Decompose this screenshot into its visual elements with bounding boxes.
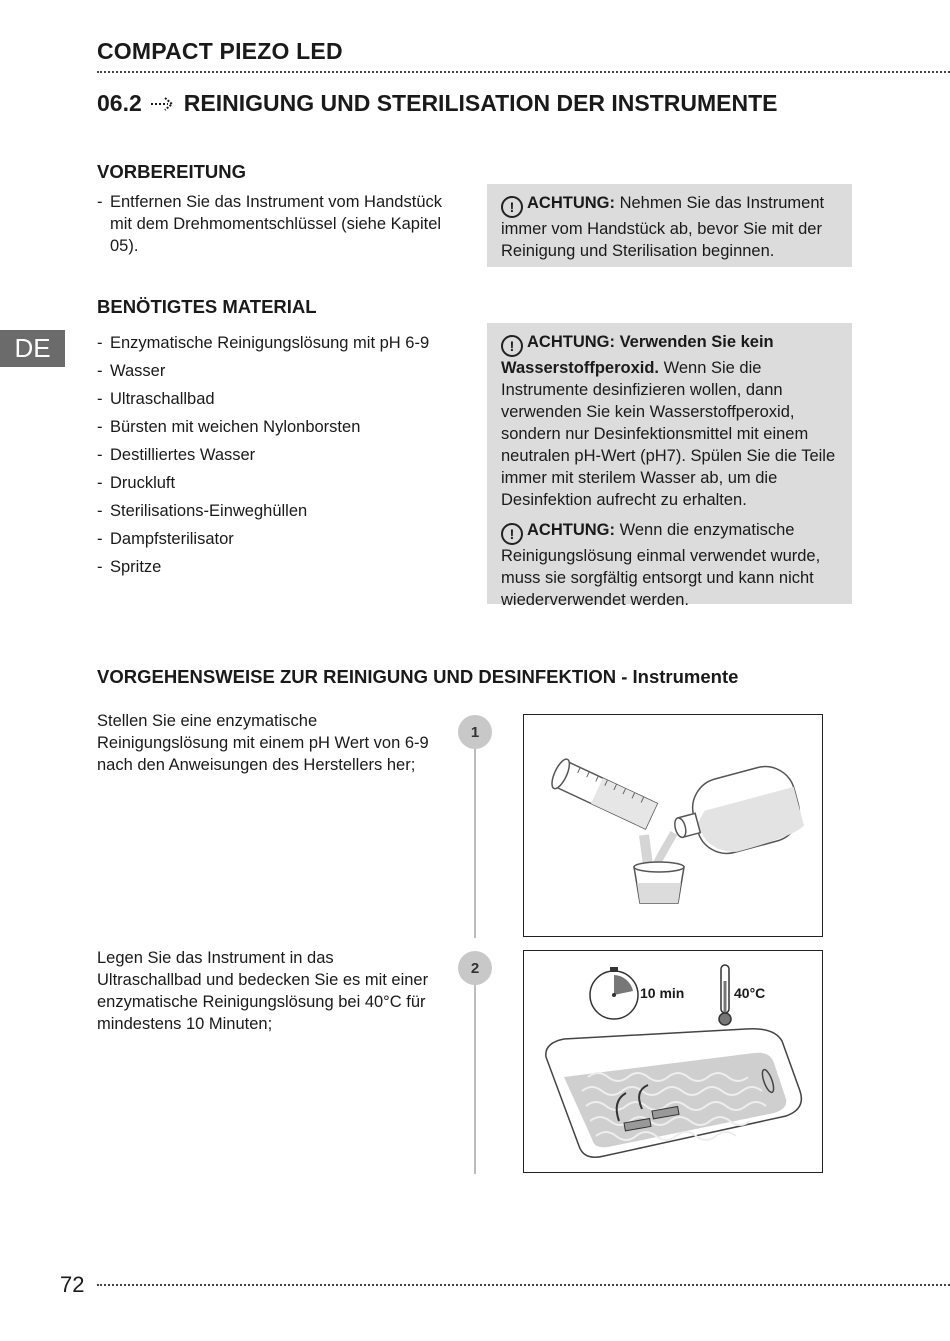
list-item: - Entfernen Sie das Instrument vom Handstück mit dem Drehmomentschlüssel (siehe Kapitel 05).: [97, 191, 457, 257]
step-connector-line: [474, 975, 476, 1174]
list-item: - Wasser: [97, 360, 467, 382]
warning-label: ACHTUNG:: [527, 194, 615, 212]
procedure-heading: [97, 666, 738, 688]
list-item: - Sterilisations-Einweghüllen: [97, 500, 467, 522]
step-1-text: Stellen Sie eine enzymatische Reinigungslösung mit einem pH Wert von 6-9 nach den Anweisungen des Herstellers her;: [97, 712, 429, 774]
section-title: [97, 90, 778, 117]
step-2-text: Legen Sie das Instrument in das Ultraschallbad und bedecken Sie es mit einer enzymatische Reinigungslösung bei 40°C für mindestens 10 Minuten;: [97, 949, 429, 1033]
step-1-illustration: [523, 714, 823, 937]
warning-text: Nehmen Sie das Instrument immer vom Handstück ab, bevor Sie mit der Reinigung und Sterilisation beginnen.: [501, 194, 825, 260]
list-item: - Destilliertes Wasser: [97, 444, 467, 466]
language-tab: DE: [0, 330, 65, 367]
step-2-number: 2: [458, 951, 492, 985]
warning-label: ACHTUNG:: [527, 521, 615, 539]
warning-icon: !: [501, 523, 523, 545]
page-number: 72: [60, 1272, 85, 1297]
warning-label: ACHTUNG: Verwenden Sie kein Wasserstoffperoxid.: [501, 333, 774, 377]
warning-icon: !: [501, 196, 523, 218]
material-warning-notes: [487, 323, 852, 609]
timer-label: 10 min: [640, 985, 685, 1001]
list-item: - Dampfsterilisator: [97, 528, 467, 550]
procedure-heading-suffix: - Instrumente: [616, 666, 739, 687]
warning-text: Wenn die enzymatische Reinigungslösung einmal verwendet wurde, muss sie sorgfältig entsorgt und kann nicht wiederverwendet werden.: [501, 521, 821, 609]
procedure-heading-bold: VORGEHENSWEISE ZUR REINIGUNG UND DESINFEKTION: [97, 666, 617, 687]
thermometer-icon: [719, 965, 731, 1025]
step-1-number: 1: [458, 715, 492, 749]
step-connector-line: [474, 740, 476, 938]
preparation-list: [97, 191, 457, 257]
timer-icon: [590, 967, 638, 1019]
warning-text: Wenn Sie die Instrumente desinfizieren wollen, dann verwenden Sie kein Wasserstoffperoxid, sondern nur Desinfektionsmittel mit einem neutralen pH-Wert (pH7). Spülen Sie die Teile immer mit sterilem Wasser ab, um die Desinfektion aufrecht zu erhalten.: [501, 359, 836, 509]
list-item: - Enzymatische Reinigungslösung mit pH 6-9: [97, 332, 467, 354]
document-header-title: COMPACT PIEZO LED: [97, 38, 343, 64]
list-item: - Druckluft: [97, 472, 467, 494]
preparation-heading: VORBEREITUNG: [97, 161, 247, 182]
step-2-illustration: [523, 950, 823, 1173]
warning-icon: !: [501, 335, 523, 357]
material-list: [97, 332, 467, 584]
temperature-label: 40°C: [734, 985, 766, 1001]
dotted-arrow-icon: [150, 96, 176, 112]
section-number: 06.2: [97, 90, 142, 116]
section-name: REINIGUNG UND STERILISATION DER INSTRUMENTE: [183, 90, 778, 116]
material-heading: BENÖTIGTES MATERIAL: [97, 296, 317, 317]
list-item: - Bürsten mit weichen Nylonborsten: [97, 416, 467, 438]
list-item: - Spritze: [97, 556, 467, 578]
header-divider: [97, 71, 950, 73]
list-item: - Ultraschallbad: [97, 388, 467, 410]
preparation-warning-note: [487, 184, 852, 267]
footer-divider: [97, 1284, 950, 1286]
ultrasonic-bath-icon: [524, 951, 821, 1171]
pouring-solution-icon: [524, 715, 821, 935]
